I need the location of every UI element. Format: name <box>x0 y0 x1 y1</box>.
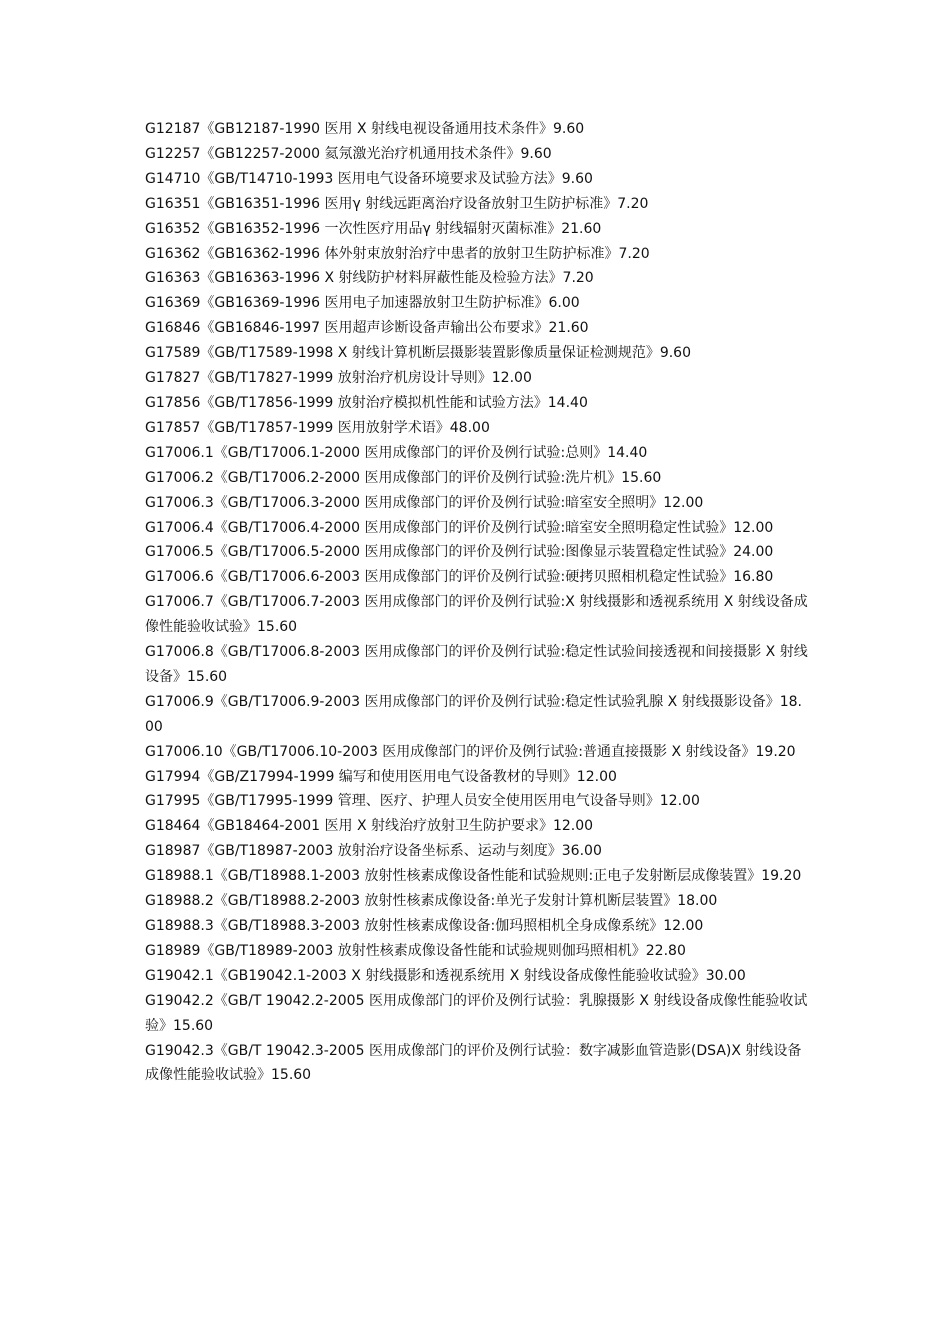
list-item: G17006.6《GB/T17006.6-2003 医用成像部门的评价及例行试验:硬拷贝照相机稳定性试验》16.80 <box>145 569 774 586</box>
list-item: G18987《GB/T18987-2003 放射治疗设备坐标系、运动与刻度》36.00 <box>145 843 602 860</box>
list-item: G16846《GB16846-1997 医用超声诊断设备声输出公布要求》21.60 <box>145 320 589 337</box>
list-item: G16362《GB16362-1996 体外射束放射治疗中患者的放射卫生防护标准》7.20 <box>145 245 650 262</box>
list-item: G16369《GB16369-1996 医用电子加速器放射卫生防护标准》6.00 <box>145 295 580 312</box>
list-item: G17006.10《GB/T17006.10-2003 医用成像部门的评价及例行试验:普通直接摄影 X 射线设备》19.20 <box>145 743 796 760</box>
list-item: G19042.3《GB/T 19042.3-2005 医用成像部门的评价及例行试验：数字减影血管造影(DSA)X 射线设备成像性能验收试验》15.60 <box>145 1042 802 1084</box>
list-item: G19042.1《GB19042.1-2003 X 射线摄影和透视系统用 X 射线设备成像性能验收试验》30.00 <box>145 967 746 984</box>
list-item: G18989《GB/T18989-2003 放射性核素成像设备性能和试验规则伽玛照相机》22.80 <box>145 942 686 959</box>
list-item: G17006.8《GB/T17006.8-2003 医用成像部门的评价及例行试验:稳定性试验间接透视和间接摄影 X 射线设备》15.60 <box>145 644 808 685</box>
list-item: G19042.2《GB/T 19042.2-2005 医用成像部门的评价及例行试验：乳腺摄影 X 射线设备成像性能验收试验》15.60 <box>145 992 808 1034</box>
list-item: G17006.5《GB/T17006.5-2000 医用成像部门的评价及例行试验:图像显示装置稳定性试验》24.00 <box>145 544 774 561</box>
list-item: G18464《GB18464-2001 医用 X 射线治疗放射卫生防护要求》12.00 <box>145 818 594 835</box>
list-item: G17006.2《GB/T17006.2-2000 医用成像部门的评价及例行试验:洗片机》15.60 <box>145 469 662 486</box>
list-item: G17827《GB/T17827-1999 放射治疗机房设计导则》12.00 <box>145 370 532 387</box>
standards-list <box>145 117 810 1088</box>
list-item: G12257《GB12257-2000 氦氖激光治疗机通用技术条件》9.60 <box>145 145 552 162</box>
list-item: G14710《GB/T14710-1993 医用电气设备环境要求及试验方法》9.60 <box>145 170 593 187</box>
list-item: G17006.7《GB/T17006.7-2003 医用成像部门的评价及例行试验:X 射线摄影和透视系统用 X 射线设备成像性能验收试验》15.60 <box>145 594 808 636</box>
list-item: G17006.4《GB/T17006.4-2000 医用成像部门的评价及例行试验:暗室安全照明稳定性试验》12.00 <box>145 519 774 536</box>
list-item: G17857《GB/T17857-1999 医用放射学术语》48.00 <box>145 419 490 436</box>
list-item: G17006.1《GB/T17006.1-2000 医用成像部门的评价及例行试验:总则》14.40 <box>145 444 648 461</box>
list-item: G17006.9《GB/T17006.9-2003 医用成像部门的评价及例行试验:稳定性试验乳腺 X 射线摄影设备》18.00 <box>145 693 802 735</box>
list-item: G17006.3《GB/T17006.3-2000 医用成像部门的评价及例行试验:暗室安全照明》12.00 <box>145 494 704 511</box>
list-item: G18988.1《GB/T18988.1-2003 放射性核素成像设备性能和试验规则:正电子发射断层成像装置》19.20 <box>145 868 802 885</box>
list-item: G17856《GB/T17856-1999 放射治疗模拟机性能和试验方法》14.40 <box>145 394 588 411</box>
list-item: G12187《GB12187-1990 医用 X 射线电视设备通用技术条件》9.60 <box>145 121 585 137</box>
list-item: G16363《GB16363-1996 X 射线防护材料屏蔽性能及检验方法》7.20 <box>145 270 594 287</box>
list-item: G16351《GB16351-1996 医用γ 射线远距离治疗设备放射卫生防护标准》7.20 <box>145 195 649 212</box>
list-item: G17994《GB/Z17994-1999 编写和使用医用电气设备教材的导则》12.00 <box>145 768 617 785</box>
list-item: G18988.2《GB/T18988.2-2003 放射性核素成像设备:单光子发射计算机断层装置》18.00 <box>145 893 718 910</box>
list-item: G16352《GB16352-1996 一次性医疗用品γ 射线辐射灭菌标准》21.60 <box>145 220 602 237</box>
list-item: G17589《GB/T17589-1998 X 射线计算机断层摄影装置影像质量保证检测规范》9.60 <box>145 345 691 362</box>
list-item: G17995《GB/T17995-1999 管理、医疗、护理人员安全使用医用电气设备导则》12.00 <box>145 793 700 810</box>
list-item: G18988.3《GB/T18988.3-2003 放射性核素成像设备:伽玛照相机全身成像系统》12.00 <box>145 918 704 934</box>
